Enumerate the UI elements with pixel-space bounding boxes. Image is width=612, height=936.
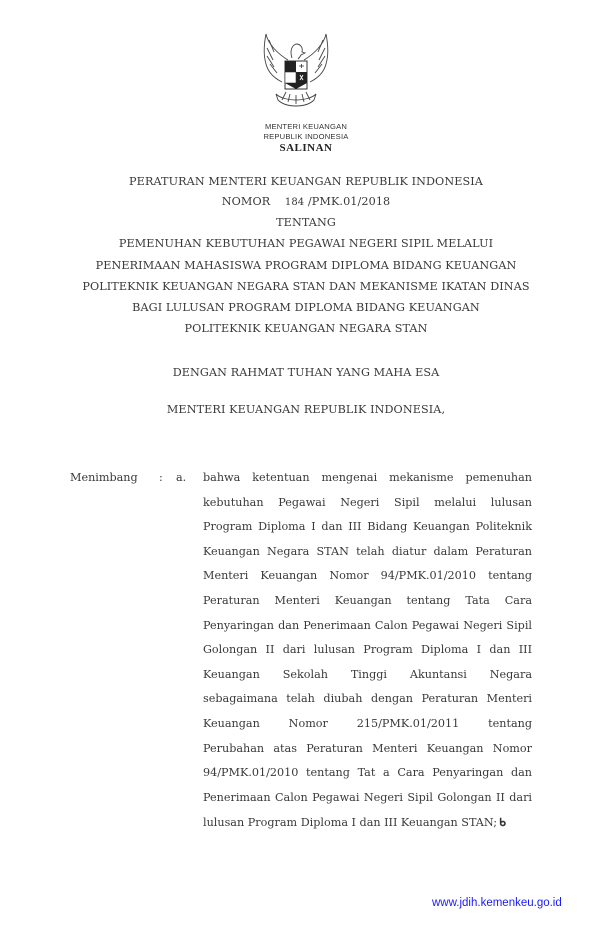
paragraph-line: Penyaringan dan Penerimaan Calon Pegawai Negeri Sipil	[203, 618, 532, 632]
considerations-colon: :	[159, 471, 163, 484]
initial-paraf-icon: ᑲ	[499, 815, 507, 830]
ministry-name-line1: MENTERI KEUANGAN	[264, 122, 348, 131]
paragraph-line-text: lulusan Program Diploma I dan III Keuangan STAN;	[203, 816, 498, 830]
authority: MENTERI KEUANGAN REPUBLIK INDONESIA,	[166, 403, 446, 416]
subject-line: BAGI LULUSAN PROGRAM DIPLOMA BIDANG KEUANGAN	[132, 301, 480, 314]
paragraph-line: 94/PMK.01/2010 tentang Tat a Cara Penyaringan dan	[203, 766, 532, 780]
paragraph-line: Golongan II dari lulusan Program Diploma I dan III	[203, 643, 532, 657]
consideration-paragraph-a	[203, 466, 532, 835]
subject-line: PENERIMAAN MAHASISWA PROGRAM DIPLOMA BIDANG KEUANGAN	[95, 259, 517, 272]
paragraph-line: Keuangan Sekolah Tinggi Akuntansi Negara	[203, 667, 532, 681]
paragraph-line: Keuangan Negara STAN telah diatur dalam Peraturan	[203, 544, 532, 558]
considerations-label: Menimbang	[70, 471, 138, 484]
garuda-emblem-icon	[258, 30, 334, 116]
regulation-number	[0, 195, 612, 210]
copy-stamp: SALINAN	[279, 142, 333, 154]
invocation: DENGAN RAHMAT TUHAN YANG MAHA ESA	[172, 366, 440, 379]
jdih-website-link[interactable]: www.jdih.kemenkeu.go.id	[432, 897, 562, 909]
subject-line: PEMENUHAN KEBUTUHAN PEGAWAI NEGERI SIPIL MELALUI	[118, 237, 494, 250]
subject-line: POLITEKNIK KEUANGAN NEGARA STAN	[184, 322, 428, 335]
paragraph-line: Peraturan Menteri Keuangan tentang Tata Cara	[203, 593, 532, 607]
tentang-heading: TENTANG	[276, 216, 336, 229]
paragraph-line-last	[203, 810, 532, 835]
paragraph-line: Menteri Keuangan Nomor 94/PMK.01/2010 tentang	[203, 569, 532, 583]
nomor-number: 184	[284, 197, 305, 208]
paragraph-line: bahwa ketentuan mengenai mekanisme pemenuhan	[203, 471, 532, 484]
nomor-suffix: /PMK.01/2018	[307, 195, 391, 208]
ministry-name-line2: REPUBLIK INDONESIA	[263, 132, 349, 141]
paragraph-line: Program Diploma I dan III Bidang Keuangan Politeknik	[203, 520, 532, 534]
paragraph-line: sebagaimana telah diubah dengan Peraturan Menteri	[203, 692, 532, 706]
paragraph-line: Perubahan atas Peraturan Menteri Keuangan Nomor	[203, 741, 532, 755]
regulation-title: PERATURAN MENTERI KEUANGAN REPUBLIK INDONESIA	[129, 175, 483, 188]
paragraph-line: Penerimaan Calon Pegawai Negeri Sipil Golongan II dari	[203, 790, 532, 804]
paragraph-line: Keuangan Nomor 215/PMK.01/2011 tentang	[203, 716, 532, 730]
subject-line: POLITEKNIK KEUANGAN NEGARA STAN DAN MEKANISME IKATAN DINAS	[82, 280, 530, 293]
paragraph-line: kebutuhan Pegawai Negeri Sipil melalui lulusan	[203, 495, 532, 509]
nomor-label: NOMOR	[221, 195, 271, 208]
item-letter: a.	[176, 471, 187, 484]
